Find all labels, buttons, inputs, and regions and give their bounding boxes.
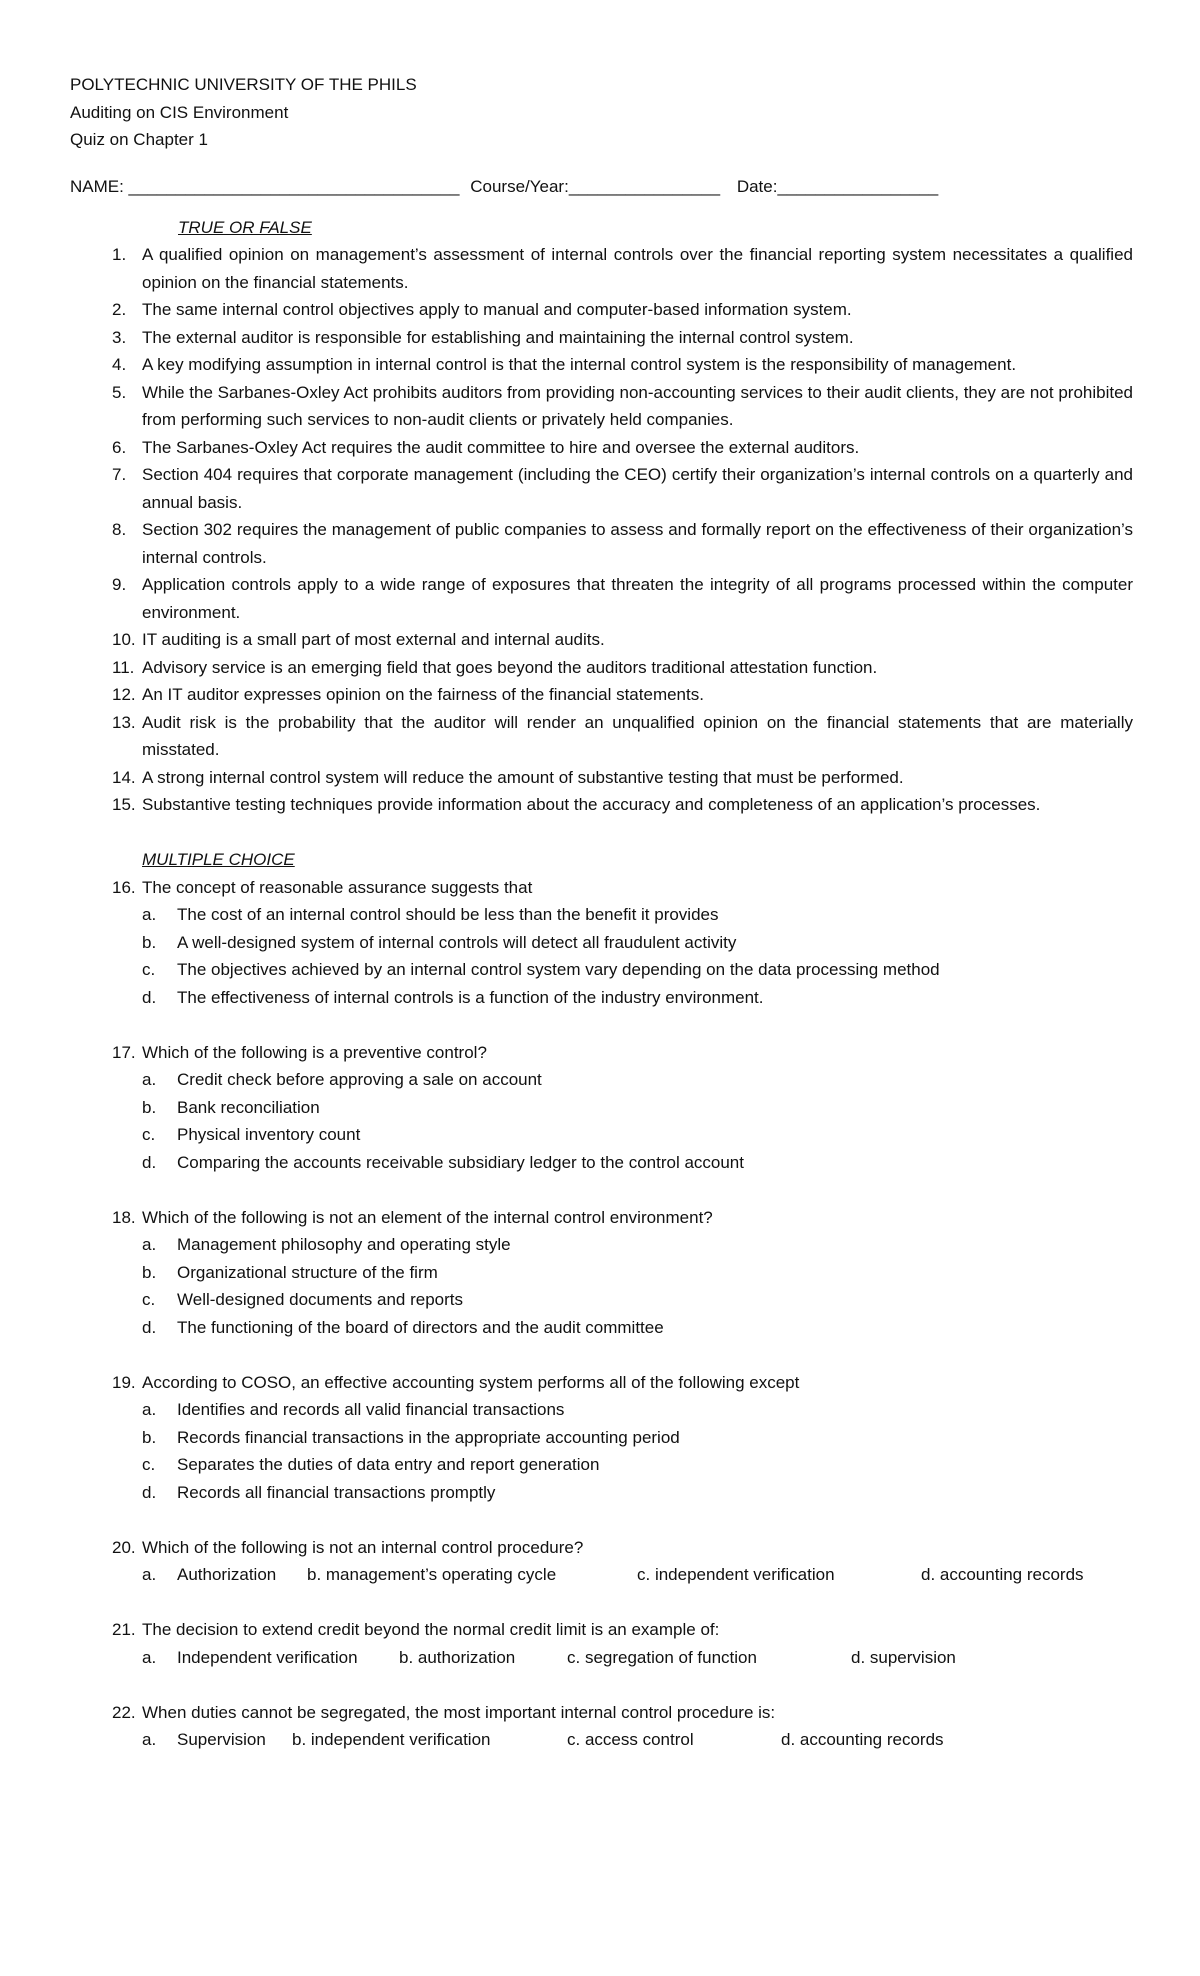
option-letter: a. [142, 1235, 157, 1254]
item-number: 6. [112, 437, 127, 457]
choice-option[interactable] [70, 1231, 1133, 1259]
question-number: 21. [112, 1620, 136, 1639]
item-text: Section 404 requires that corporate management (including the CEO) certify their organization’s internal controls on a quarterly and annual basis. [142, 465, 1133, 512]
question [70, 1204, 1133, 1232]
item-number: 4. [112, 355, 127, 374]
item-number: 7. [112, 465, 127, 484]
university-name: POLYTECHNIC UNIVERSITY OF THE PHILS [70, 75, 417, 94]
question-text: According to COSO, an effective accounting system performs all of the following except [142, 1372, 800, 1392]
question-number: 17. [112, 1042, 136, 1062]
choice-option[interactable] [70, 1121, 1133, 1149]
option-d[interactable]: d. supervision [851, 1647, 956, 1667]
option-c[interactable]: c. independent verification [637, 1565, 835, 1584]
choice-option[interactable] [70, 1286, 1133, 1314]
inline-options [70, 1644, 1133, 1672]
option-text: Records financial transactions in the appropriate accounting period [177, 1427, 680, 1447]
true-false-item [70, 461, 1133, 516]
question-text: When duties cannot be segregated, the most important internal control procedure is: [142, 1702, 776, 1722]
item-number: 1. [112, 245, 127, 264]
item-text: IT auditing is a small part of most external and internal audits. [142, 630, 605, 649]
choice-option[interactable] [70, 1259, 1133, 1287]
option-letter: c. [142, 1455, 156, 1474]
option-letter: a. [142, 1730, 157, 1749]
item-number: 11. [112, 657, 135, 677]
item-text: Audit risk is the probability that the auditor will render an unqualified opinion on the financial statements that are materially misstated. [142, 712, 1133, 759]
question-number: 22. [112, 1702, 136, 1722]
option-letter: a. [142, 1565, 157, 1584]
option-text: The cost of an internal control should be less than the benefit it provides [177, 905, 719, 924]
item-text: The same internal control objectives apply to manual and computer-based information system. [142, 300, 852, 319]
option-letter: a. [142, 1400, 157, 1419]
name-field[interactable]: NAME: ___________________________________ [70, 176, 460, 196]
option-c[interactable]: c. segregation of function [567, 1647, 757, 1667]
item-text: Substantive testing techniques provide information about the accuracy and completeness of an application’s processes. [142, 795, 1041, 814]
option-text: Organizational structure of the firm [177, 1262, 438, 1282]
date-field[interactable]: Date:_________________ [736, 176, 939, 196]
item-text: Application controls apply to a wide range of exposures that threaten the integrity of all programs processed within the computer environment. [142, 575, 1133, 622]
option-letter: d. [142, 1317, 157, 1337]
choice-option[interactable] [70, 1396, 1133, 1424]
true-false-item [70, 241, 1133, 296]
option-a[interactable]: Supervision [177, 1730, 266, 1749]
item-number: 10. [112, 630, 136, 649]
question-text: Which of the following is not an element of the internal control environment? [142, 1207, 713, 1227]
question [70, 1616, 1133, 1644]
multiple-choice-heading: MULTIPLE CHOICE [142, 850, 295, 869]
true-false-item [70, 379, 1133, 434]
option-text: Management philosophy and operating style [177, 1235, 511, 1254]
item-number: 13. [112, 712, 136, 732]
option-text: Well-designed documents and reports [177, 1290, 464, 1309]
option-d[interactable]: d. accounting records [781, 1730, 944, 1749]
option-list [70, 1396, 1133, 1506]
inline-options [70, 1726, 1133, 1754]
question-text: The concept of reasonable assurance suggests that [142, 877, 533, 897]
true-false-item [70, 516, 1133, 571]
choice-option[interactable] [70, 1479, 1133, 1507]
true-false-heading: TRUE OR FALSE [178, 217, 312, 237]
option-text: Bank reconciliation [177, 1097, 320, 1117]
option-letter: d. [142, 987, 157, 1007]
option-letter: b. [142, 1262, 157, 1282]
option-letter: c. [142, 1290, 156, 1309]
item-text: An IT auditor expresses opinion on the fairness of the financial statements. [142, 685, 704, 704]
option-list [70, 1231, 1133, 1341]
question-text: Which of the following is a preventive control? [142, 1042, 487, 1062]
item-number: 14. [112, 767, 136, 787]
option-list [70, 901, 1133, 1011]
choice-option[interactable] [70, 1314, 1133, 1342]
quiz-title: Quiz on Chapter 1 [70, 130, 208, 149]
option-c[interactable]: c. access control [567, 1730, 694, 1749]
inline-options [70, 1561, 1133, 1589]
true-false-item [70, 764, 1133, 792]
choice-option[interactable] [70, 929, 1133, 957]
option-letter: d. [142, 1482, 157, 1502]
course-year-field[interactable]: Course/Year:________________ [470, 176, 721, 196]
item-number: 3. [112, 327, 127, 347]
option-letter: d. [142, 1152, 157, 1172]
item-number: 15. [112, 795, 136, 814]
question-text: The decision to extend credit beyond the normal credit limit is an example of: [142, 1620, 720, 1639]
quiz-page [70, 71, 1133, 1754]
question-text: Which of the following is not an internal control procedure? [142, 1537, 584, 1557]
true-false-item [70, 709, 1133, 764]
item-number: 9. [112, 575, 127, 594]
choice-option[interactable] [70, 1066, 1133, 1094]
option-letter: a. [142, 1647, 157, 1667]
option-b[interactable]: b. management’s operating cycle [307, 1565, 557, 1584]
item-text: A qualified opinion on management’s assessment of internal controls over the financial reporting system necessitates a qualified opinion on the financial statements. [142, 245, 1133, 292]
true-false-item [70, 681, 1133, 709]
item-number: 5. [112, 382, 127, 402]
option-letter: c. [142, 1125, 156, 1144]
question [70, 1699, 1133, 1727]
item-number: 2. [112, 300, 127, 319]
item-text: Section 302 requires the management of public companies to assess and formally report on the effectiveness of their organization’s internal controls. [142, 520, 1133, 567]
option-text: Credit check before approving a sale on account [177, 1070, 542, 1089]
option-text: The functioning of the board of directors and the audit committee [177, 1317, 664, 1337]
item-text: A strong internal control system will reduce the amount of substantive testing that must be performed. [142, 767, 904, 787]
choice-option[interactable] [70, 1149, 1133, 1177]
option-a[interactable]: Independent verification [177, 1647, 358, 1667]
question [70, 1534, 1133, 1562]
student-info-row [70, 173, 1133, 200]
choice-option[interactable] [70, 984, 1133, 1012]
true-false-list [70, 241, 1133, 819]
option-letter: b. [142, 1097, 157, 1117]
item-number: 8. [112, 520, 127, 539]
option-letter: c. [142, 960, 156, 979]
true-false-item [70, 626, 1133, 654]
question-number: 16. [112, 877, 136, 897]
item-number: 12. [112, 685, 136, 704]
option-letter: a. [142, 1070, 157, 1089]
true-false-item [70, 434, 1133, 462]
option-list [70, 1066, 1133, 1176]
option-text: A well-designed system of internal controls will detect all fraudulent activity [177, 932, 737, 952]
choice-option[interactable] [70, 901, 1133, 929]
true-false-item [70, 654, 1133, 682]
option-text: Physical inventory count [177, 1125, 361, 1144]
true-false-item [70, 791, 1133, 819]
option-b[interactable]: b. independent verification [292, 1730, 491, 1749]
choice-option[interactable] [70, 1424, 1133, 1452]
true-false-item [70, 571, 1133, 626]
option-letter: b. [142, 1427, 157, 1447]
option-a[interactable]: Authorization [177, 1565, 277, 1584]
question-number: 19. [112, 1372, 136, 1392]
option-b[interactable]: b. authorization [399, 1647, 516, 1667]
choice-option[interactable] [70, 956, 1133, 984]
option-letter: b. [142, 932, 157, 952]
question [70, 1369, 1133, 1397]
item-text: The Sarbanes-Oxley Act requires the audit committee to hire and oversee the external auditors. [142, 437, 860, 457]
multiple-choice-list [70, 874, 1133, 1754]
option-text: Identifies and records all valid financial transactions [177, 1400, 565, 1419]
item-text: A key modifying assumption in internal control is that the internal control system is the responsibility of management. [142, 355, 1017, 374]
true-false-item [70, 351, 1133, 379]
choice-option[interactable] [70, 1451, 1133, 1479]
option-text: Comparing the accounts receivable subsidiary ledger to the control account [177, 1152, 744, 1172]
item-text: While the Sarbanes-Oxley Act prohibits auditors from providing non-accounting services to their audit clients, they are not prohibited from performing such services to non-audit clients or privately held companies. [142, 382, 1133, 429]
option-d[interactable]: d. accounting records [921, 1565, 1084, 1584]
course-title: Auditing on CIS Environment [70, 102, 289, 122]
item-text: Advisory service is an emerging field that goes beyond the auditors traditional attestation function. [142, 657, 878, 677]
question [70, 874, 1133, 902]
option-text: Separates the duties of data entry and report generation [177, 1455, 600, 1474]
option-text: Records all financial transactions promptly [177, 1482, 496, 1502]
question-number: 20. [112, 1537, 136, 1557]
question-number: 18. [112, 1207, 136, 1227]
true-false-item [70, 296, 1133, 324]
choice-option[interactable] [70, 1094, 1133, 1122]
option-text: The effectiveness of internal controls is a function of the industry environment. [177, 987, 764, 1007]
option-text: The objectives achieved by an internal control system vary depending on the data processing method [177, 960, 940, 979]
question [70, 1039, 1133, 1067]
true-false-item [70, 324, 1133, 352]
option-letter: a. [142, 905, 157, 924]
item-text: The external auditor is responsible for establishing and maintaining the internal control system. [142, 327, 854, 347]
